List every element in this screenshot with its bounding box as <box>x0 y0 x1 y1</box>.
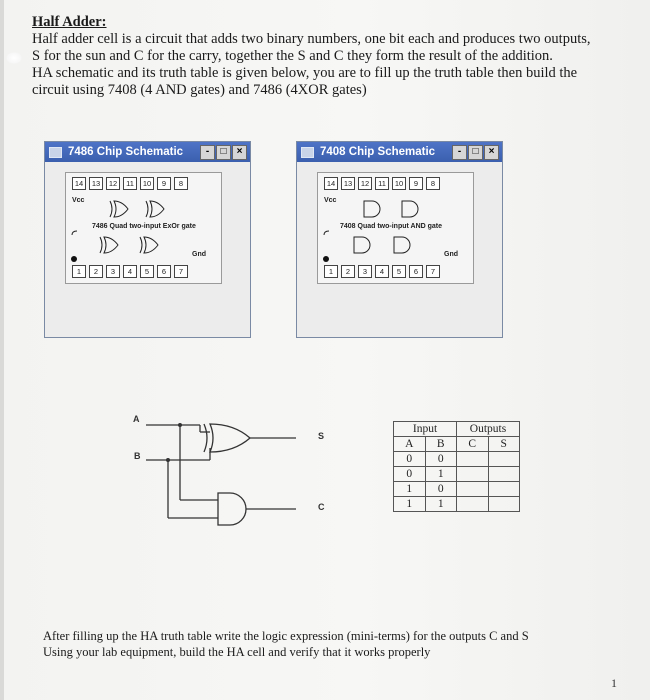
instruction-line-1: After filling up the HA truth table write the logic expression (mini-terms) for the outputs C and S <box>43 629 529 643</box>
input-a-label: A <box>133 414 140 424</box>
pin-4: 4 <box>375 265 389 278</box>
chip-7486-caption: 7486 Quad two-input ExOr gate <box>92 223 196 230</box>
cell-s[interactable] <box>488 452 520 467</box>
page-number: 1 <box>611 676 617 690</box>
col-s: S <box>488 437 520 452</box>
chip-7486-window[interactable] <box>44 141 251 338</box>
cell-c[interactable] <box>457 497 489 512</box>
pin-12: 12 <box>106 177 120 190</box>
pin-14: 14 <box>72 177 86 190</box>
cell-s[interactable] <box>488 467 520 482</box>
pin-5: 5 <box>140 265 154 278</box>
pin-7: 7 <box>426 265 440 278</box>
cell-b: 1 <box>425 467 457 482</box>
table-row <box>394 452 520 467</box>
instructions <box>43 628 633 660</box>
pin-6: 6 <box>409 265 423 278</box>
pin-11: 11 <box>375 177 389 190</box>
pin-7: 7 <box>174 265 188 278</box>
app-icon <box>49 147 62 158</box>
pin-14: 14 <box>324 177 338 190</box>
pin-1: 1 <box>324 265 338 278</box>
pin-11: 11 <box>123 177 137 190</box>
glare-spot <box>6 52 22 64</box>
cell-b: 0 <box>425 452 457 467</box>
section-title: Half Adder: <box>32 14 107 30</box>
output-s-label: S <box>318 431 325 441</box>
pin-9: 9 <box>157 177 171 190</box>
col-c: C <box>457 437 489 452</box>
cell-b: 0 <box>425 482 457 497</box>
minimize-button[interactable]: - <box>200 145 215 160</box>
cell-a: 1 <box>394 482 426 497</box>
bottom-pin-row <box>324 265 440 278</box>
pin-9: 9 <box>409 177 423 190</box>
close-button[interactable]: × <box>484 145 499 160</box>
table-row <box>394 467 520 482</box>
pin-6: 6 <box>157 265 171 278</box>
col-a: A <box>394 437 426 452</box>
chip-7408-title: 7408 Chip Schematic <box>320 146 436 158</box>
cell-a: 0 <box>394 467 426 482</box>
chip-7486-titlebar[interactable] <box>45 142 250 162</box>
cell-b: 1 <box>425 497 457 512</box>
pin-8: 8 <box>174 177 188 190</box>
minimize-button[interactable]: - <box>452 145 467 160</box>
cell-a: 1 <box>394 497 426 512</box>
cell-s[interactable] <box>488 482 520 497</box>
intro-line-1: Half adder cell is a circuit that adds two binary numbers, one bit each and produces two outputs, <box>32 31 591 47</box>
truth-table <box>393 421 520 512</box>
pin-8: 8 <box>426 177 440 190</box>
chip-7408-diagram <box>317 172 474 284</box>
vcc-label: Vcc <box>324 197 337 204</box>
close-button[interactable]: × <box>232 145 247 160</box>
intro-line-3: HA schematic and its truth table is given below, you are to fill up the truth table then build the <box>32 65 578 81</box>
table-row <box>394 482 520 497</box>
pin-12: 12 <box>358 177 372 190</box>
pin-5: 5 <box>392 265 406 278</box>
intro-text <box>32 14 622 99</box>
app-icon <box>301 147 314 158</box>
intro-line-2: S for the sun and C for the carry, together the S and C they form the result of the addition. <box>32 48 553 64</box>
chip-7408-titlebar[interactable] <box>297 142 502 162</box>
pin-2: 2 <box>89 265 103 278</box>
half-adder-circuit <box>120 410 340 530</box>
chip-7408-window[interactable] <box>296 141 503 338</box>
pin-3: 3 <box>106 265 120 278</box>
input-b-label: B <box>134 451 141 461</box>
cell-c[interactable] <box>457 467 489 482</box>
gnd-label: Gnd <box>444 251 458 258</box>
chip-7408-caption: 7408 Quad two-input AND gate <box>340 223 443 230</box>
instruction-line-2: Using your lab equipment, build the HA cell and verify that it works properly <box>43 645 431 659</box>
gnd-label: Gnd <box>192 251 206 258</box>
document-page <box>4 0 650 700</box>
pin-4: 4 <box>123 265 137 278</box>
vcc-label: Vcc <box>72 197 85 204</box>
header-input: Input <box>394 422 457 437</box>
bottom-pin-row <box>72 265 188 278</box>
chip-7486-diagram <box>65 172 222 284</box>
cell-c[interactable] <box>457 482 489 497</box>
pin-13: 13 <box>89 177 103 190</box>
cell-c[interactable] <box>457 452 489 467</box>
pin-3: 3 <box>358 265 372 278</box>
cell-s[interactable] <box>488 497 520 512</box>
intro-line-4: circuit using 7408 (4 AND gates) and 7486 (4XOR gates) <box>32 82 367 98</box>
output-c-label: C <box>318 502 325 512</box>
col-b: B <box>425 437 457 452</box>
pin-2: 2 <box>341 265 355 278</box>
cell-a: 0 <box>394 452 426 467</box>
pin-13: 13 <box>341 177 355 190</box>
pin-10: 10 <box>392 177 406 190</box>
maximize-button[interactable]: □ <box>216 145 231 160</box>
header-outputs: Outputs <box>457 422 520 437</box>
table-row <box>394 497 520 512</box>
maximize-button[interactable]: □ <box>468 145 483 160</box>
pin-10: 10 <box>140 177 154 190</box>
pin-1: 1 <box>72 265 86 278</box>
chip-7486-title: 7486 Chip Schematic <box>68 146 184 158</box>
